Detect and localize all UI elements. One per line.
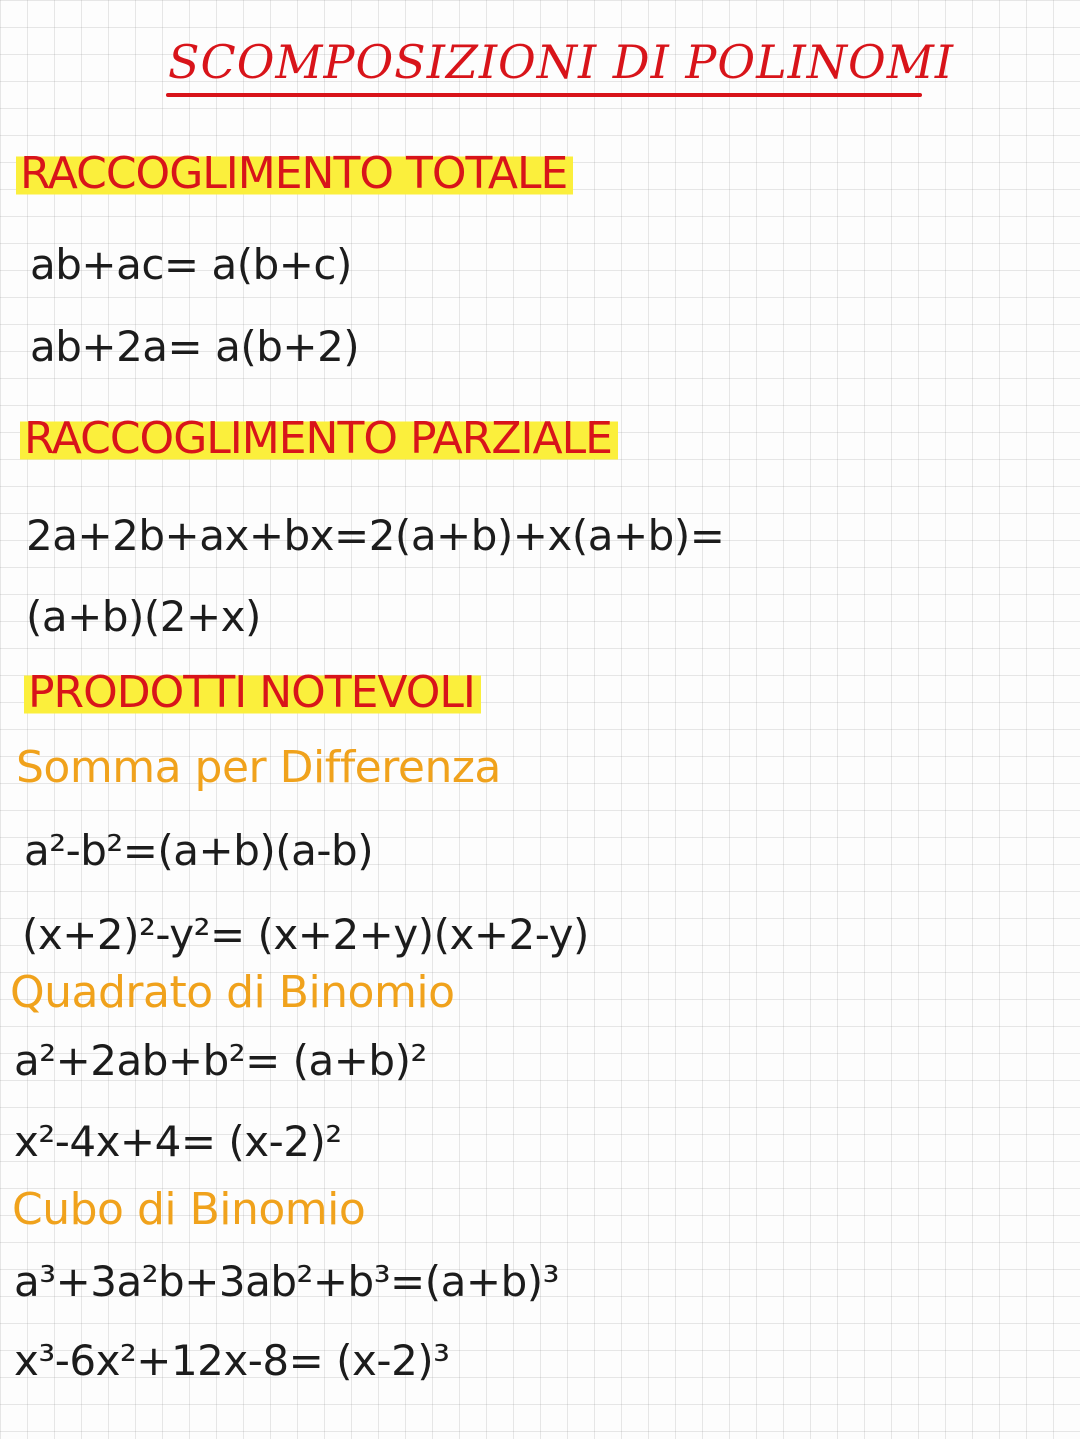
formula-somma-differenza-1: a²-b²=(a+b)(a-b) [24, 826, 374, 875]
formula-raccoglimento-parziale-2: (a+b)(2+x) [26, 592, 261, 641]
subheading-somma-per-differenza: Somma per Differenza [16, 742, 501, 793]
formula-quadrato-binomio-2: x²-4x+4= (x-2)² [14, 1117, 342, 1166]
heading-raccoglimento-totale: RACCOGLIMENTO TOTALE [16, 147, 573, 201]
formula-raccoglimento-totale-1: ab+ac= a(b+c) [30, 240, 352, 289]
heading-raccoglimento-parziale: RACCOGLIMENTO PARZIALE [20, 412, 618, 466]
formula-raccoglimento-totale-2: ab+2a= a(b+2) [30, 322, 360, 371]
title-underline [166, 93, 922, 97]
formula-quadrato-binomio-1: a²+2ab+b²= (a+b)² [14, 1036, 427, 1085]
subheading-quadrato-di-binomio: Quadrato di Binomio [10, 967, 455, 1018]
page-title: SCOMPOSIZIONI DI POLINOMI [168, 35, 955, 89]
formula-somma-differenza-2: (x+2)²-y²= (x+2+y)(x+2-y) [22, 910, 589, 959]
formula-cubo-binomio-2: x³-6x²+12x-8= (x-2)³ [14, 1336, 450, 1385]
heading-prodotti-notevoli: PRODOTTI NOTEVOLI [24, 666, 481, 720]
formula-raccoglimento-parziale-1: 2a+2b+ax+bx=2(a+b)+x(a+b)= [26, 511, 725, 560]
formula-cubo-binomio-1: a³+3a²b+3ab²+b³=(a+b)³ [14, 1257, 559, 1306]
subheading-cubo-di-binomio: Cubo di Binomio [12, 1184, 366, 1235]
